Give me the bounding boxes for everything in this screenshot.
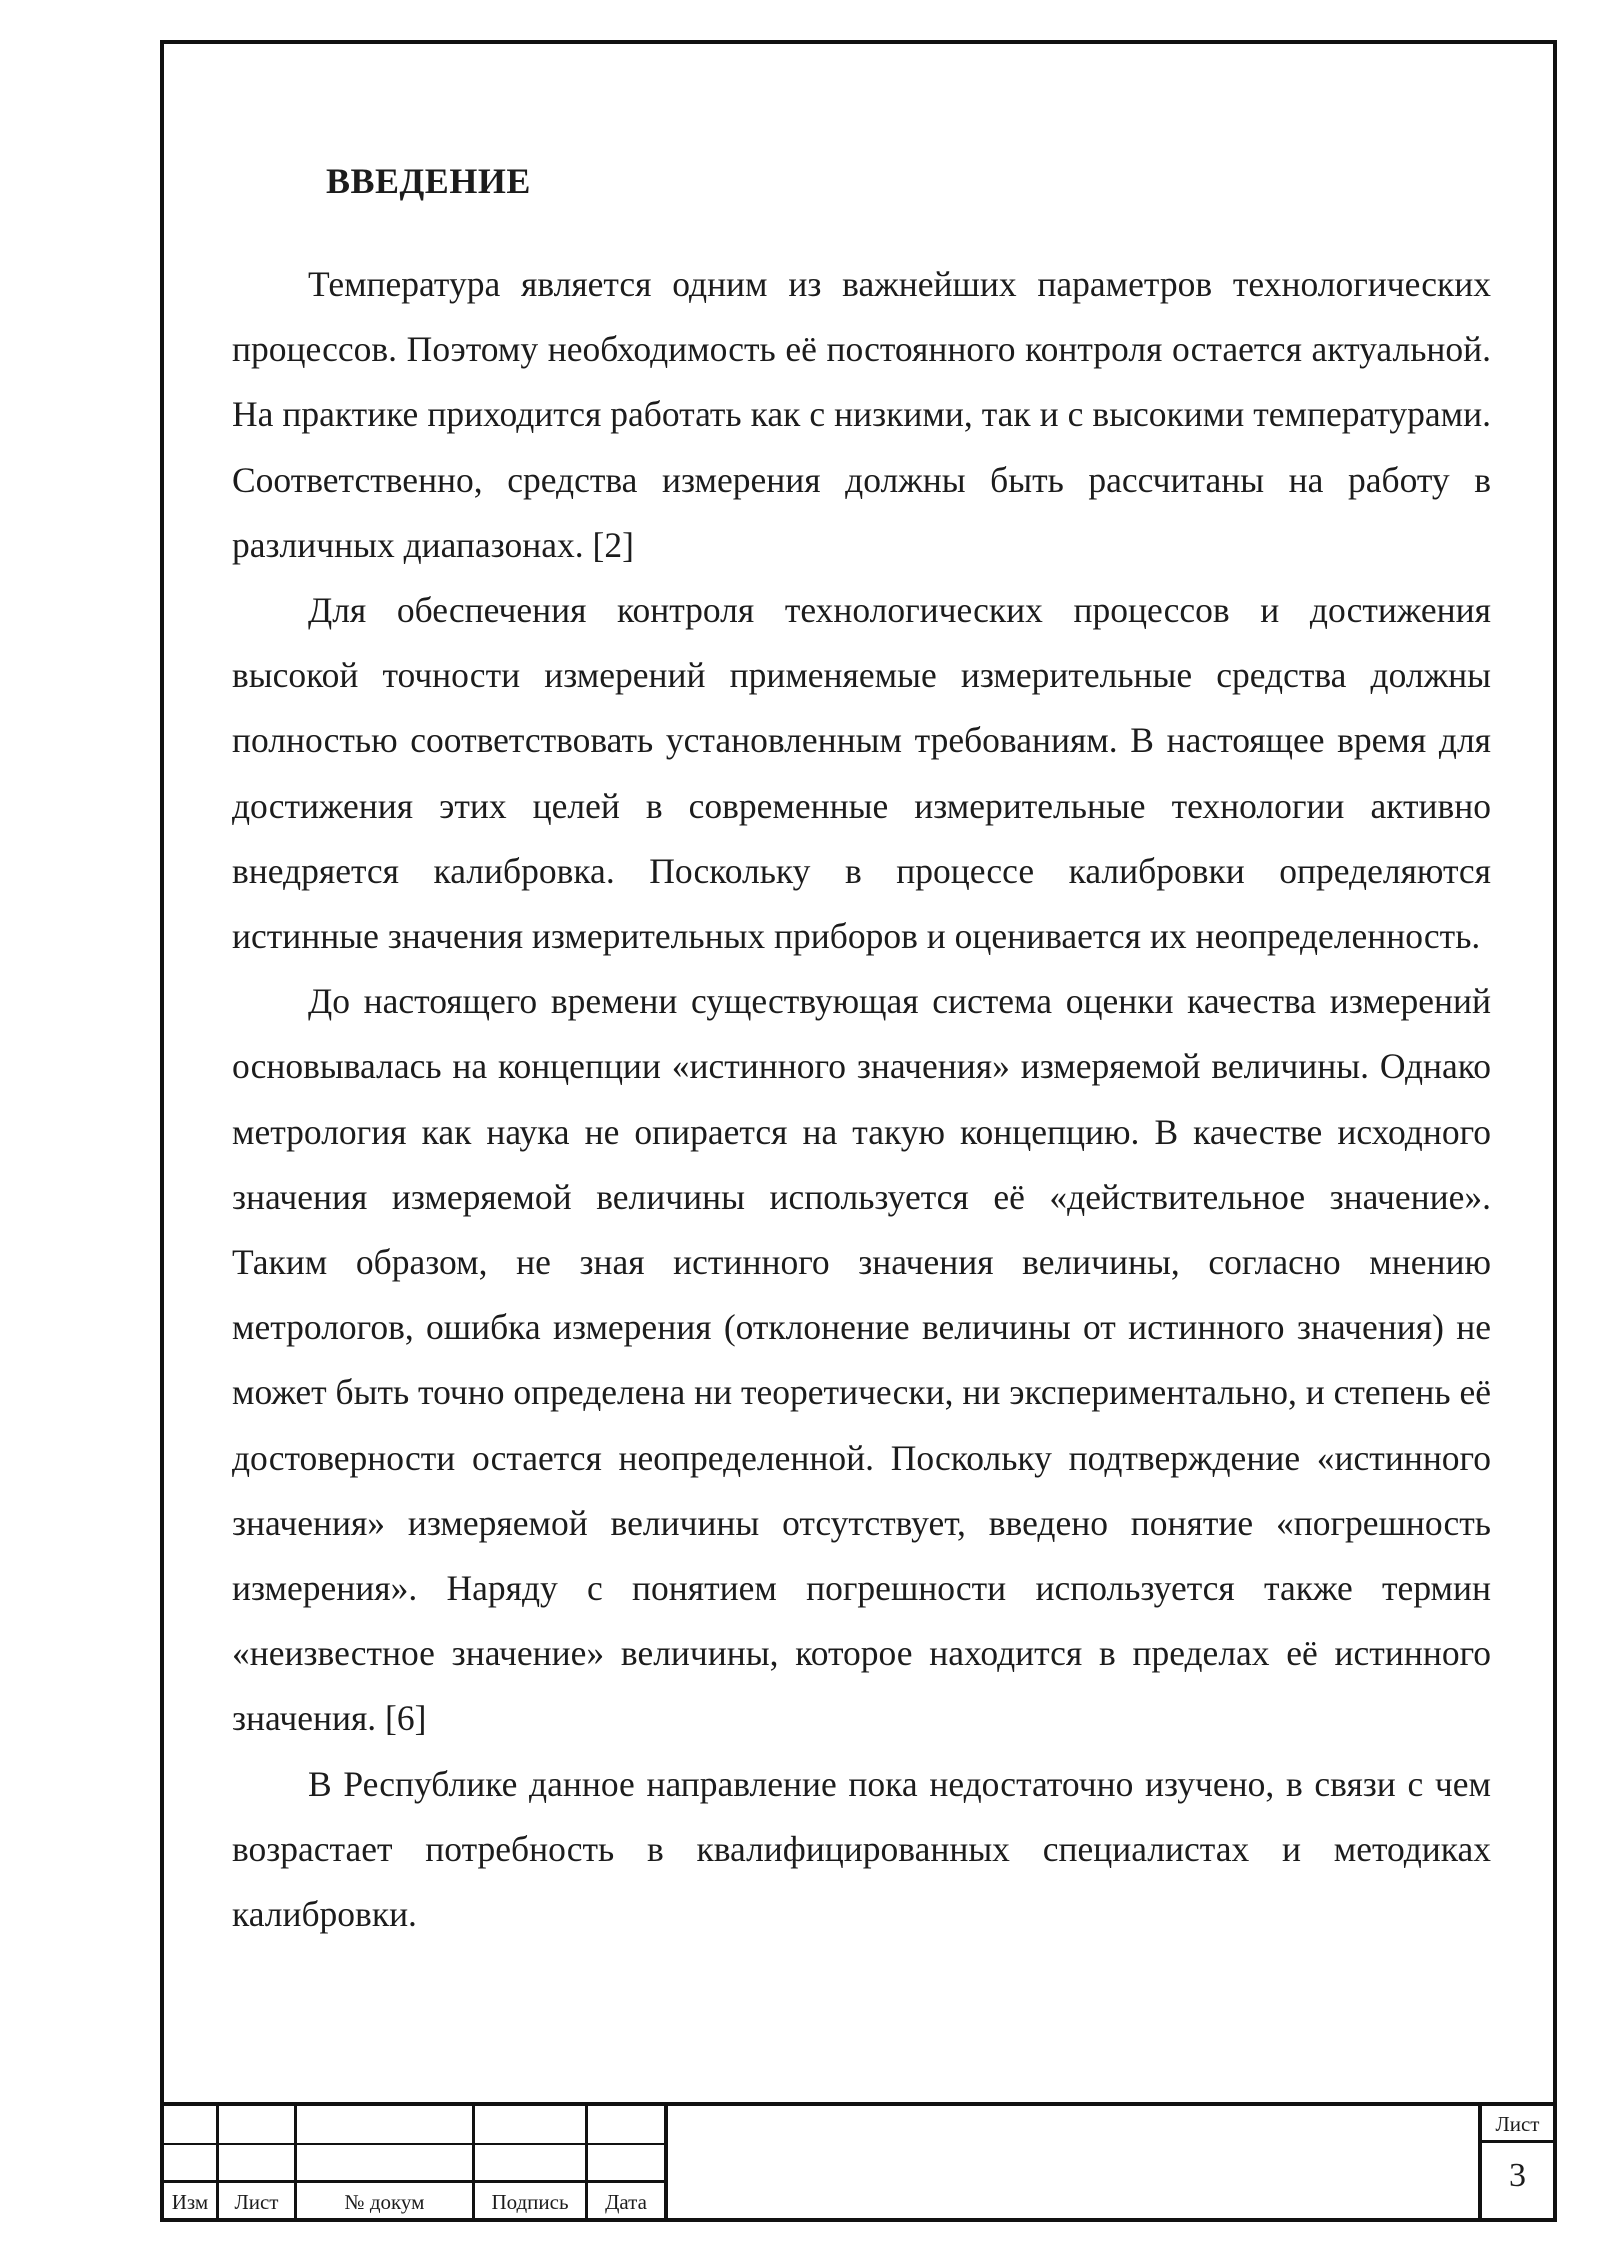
revision-column-date xyxy=(588,2106,664,2218)
revision-column-change xyxy=(164,2106,219,2218)
document-body xyxy=(232,144,1491,1947)
section-heading: ВВЕДЕНИЕ xyxy=(326,161,531,201)
sheet-label: Лист xyxy=(1482,2106,1553,2143)
title-block xyxy=(164,2102,1553,2218)
column-label: Дата xyxy=(605,2190,647,2214)
sheet-number: 3 xyxy=(1509,2157,1526,2194)
revision-column-document xyxy=(297,2106,475,2218)
revision-column-sheet xyxy=(219,2106,297,2218)
revision-table xyxy=(164,2106,668,2218)
paragraph: Температура является одним из важнейших параметров технологических процессов. Поэтому необходимость её постоянного контроля остается актуальной. На практике приходится работать как с низкими, так и с высокими температурами. Соответственно, средства измерения должны быть рассчитаны на работу в различных диапазонах. [2] xyxy=(232,264,1491,565)
paragraph: До настоящего времени существующая система оценки качества измерений основывалась на концепции «истинного значения» измеряемой величины. Однако метрология как наука не опирается на такую концепцию. В качестве исходного значения измеряемой величины используется её «действительное значение». Таким образом, не зная истинного значения величины, согласно мнению метрологов, ошибка измерения (отклонение величины от истинного значения) не может быть точно определена ни теоретически, ни экспериментально, и степень её достоверности остается неопределенной. Поскольку подтверждение «истинного значения» измеряемой величины отсутствует, введено понятие «погрешность измерения». Наряду с понятием погрешности используется также термин «неизвестное значение» величины, которое находится в пределах её истинного значения. [6] xyxy=(232,981,1491,1739)
paragraph: Для обеспечения контроля технологических процессов и достижения высокой точности измерений применяемые измерительные средства должны полностью соответствовать установленным требованиям. В настоящее время для достижения этих целей в современные измерительные технологии активно внедряется калибровка. Поскольку в процессе калибровки определяются истинные значения измерительных приборов и оценивается их неопределенность. xyxy=(232,590,1491,957)
revision-column-signature xyxy=(475,2106,588,2218)
column-label: Изм xyxy=(171,2190,209,2214)
sheet-number-box xyxy=(1478,2106,1553,2218)
paragraph: В Республике данное направление пока недостаточно изучено, в связи с чем возрастает потребность в квалифицированных специалистах и методиках калибровки. xyxy=(232,1763,1491,1935)
column-label: № докум xyxy=(344,2190,425,2214)
column-label: Подпись xyxy=(491,2190,569,2214)
column-label: Лист xyxy=(234,2190,279,2214)
page-frame xyxy=(160,40,1557,2222)
